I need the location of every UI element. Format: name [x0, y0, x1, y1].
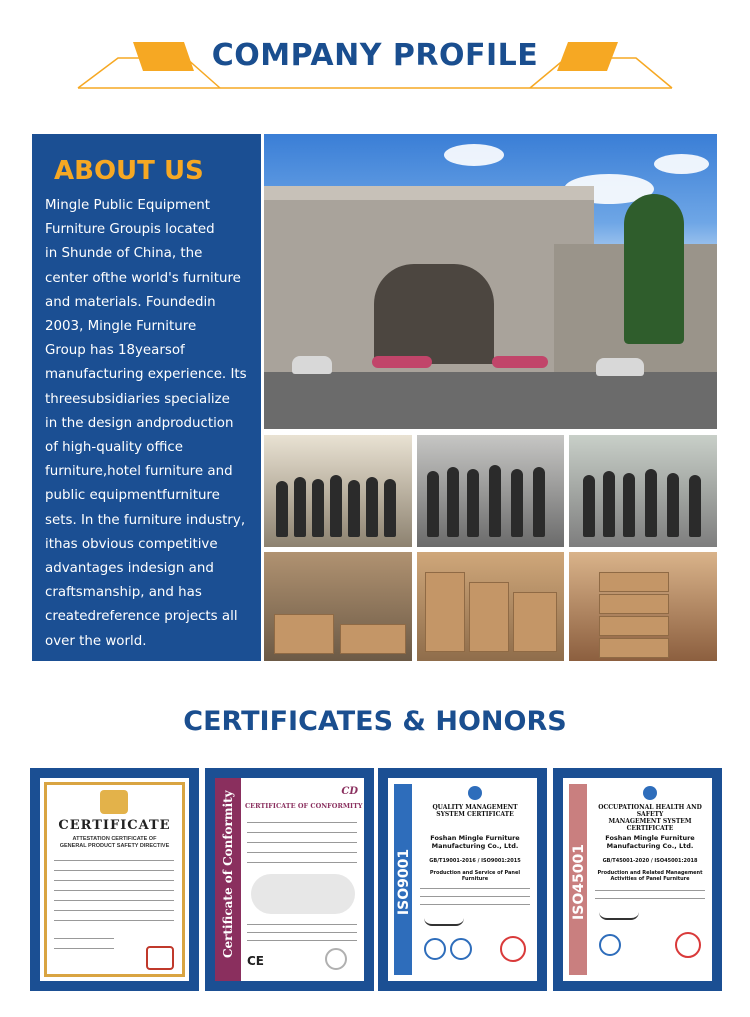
about-us-title: ABOUT US [54, 156, 204, 186]
certificate-company-line: Manufacturing Co., Ltd. [606, 842, 694, 850]
warehouse-photo-1 [417, 552, 564, 661]
signature-mark [424, 918, 464, 926]
certificate-side-band [215, 778, 241, 981]
company-profile-header [0, 0, 750, 100]
about-line: craftsmanship, and has [45, 585, 202, 601]
person-shape [689, 475, 701, 537]
workshop-photo-1 [264, 552, 412, 661]
person-shape [489, 465, 501, 537]
flower-bed [372, 356, 432, 368]
person-shape [294, 477, 306, 537]
text-line [247, 862, 357, 863]
certificate-card-1 [30, 768, 199, 991]
certificate-scope: Production and Related Management Activities of Panel Furniture [597, 870, 703, 882]
certificate-standard: GB/T45001-2020 / ISO45001:2018 [602, 858, 698, 864]
text-line [595, 898, 705, 899]
road-shape [264, 372, 717, 429]
cdt-seal [325, 948, 347, 970]
certificate-heading-line: QUALITY MANAGEMENT [432, 804, 518, 811]
certificate-card-4 [553, 768, 722, 991]
iaf-seal [424, 938, 446, 960]
certificate-standard: GB/T19001-2016 / ISO9001:2015 [429, 858, 521, 864]
person-shape [447, 467, 459, 537]
person-shape [330, 475, 342, 537]
text-line [247, 842, 357, 843]
glass-facade [374, 264, 494, 364]
certifier-logo [468, 786, 482, 800]
certificate-paper [388, 778, 537, 981]
about-line: Group has 18yearsof [45, 343, 185, 359]
lumber-stack [340, 624, 406, 654]
about-line: public equipmentfurniture [45, 488, 220, 504]
person-shape [427, 471, 439, 537]
team-photo-3 [569, 435, 717, 547]
text-line [247, 932, 357, 933]
about-line: Mingle Public Equipment [45, 198, 211, 213]
certificate-stripe-text: ISO45001 [571, 844, 587, 920]
text-line [247, 822, 357, 823]
person-shape [384, 479, 396, 537]
about-line: Furniture Groupis located [45, 222, 215, 238]
about-line: ithas obvious competitive [45, 536, 218, 552]
text-line [54, 880, 174, 881]
carton-box [469, 582, 509, 652]
flower-bed [492, 356, 548, 368]
certificate-heading [416, 804, 534, 818]
text-line [54, 900, 174, 901]
person-shape [312, 479, 324, 537]
certificate-paper [215, 778, 364, 981]
certificate-stripe [394, 784, 412, 975]
person-shape [603, 471, 615, 537]
ce-mark: CE [247, 954, 265, 968]
about-line: furniture,hotel furniture and [45, 464, 233, 480]
tree-shape [624, 194, 684, 344]
udem-seal [146, 946, 174, 970]
cloud-shape [654, 154, 709, 174]
carton-box [599, 638, 669, 658]
certificate-side-text: Certificate of Conformity [221, 790, 235, 958]
person-shape [348, 480, 360, 537]
carton-box [513, 592, 557, 652]
certificate-heading-line: OCCUPATIONAL HEALTH AND SAFETY [598, 804, 702, 818]
person-shape [623, 473, 635, 537]
text-line [54, 948, 114, 949]
text-line [54, 890, 174, 891]
about-line: center ofthe world's furniture [45, 270, 241, 286]
about-line: advantages indesign and [45, 561, 214, 577]
certificate-company-line: Manufacturing Co., Ltd. [431, 842, 519, 850]
certificate-heading-line: MANAGEMENT SYSTEM CERTIFICATE [608, 818, 692, 832]
text-line [54, 938, 114, 939]
carton-box [425, 572, 465, 652]
about-line: sets. In the furniture industry, [45, 512, 246, 528]
carton-box [599, 594, 669, 614]
text-line [420, 888, 530, 889]
about-us-text [45, 194, 255, 654]
certificate-heading-line: SYSTEM CERTIFICATE [436, 811, 514, 818]
certificate-stripe [569, 784, 587, 975]
about-line: and materials. Foundedin [45, 294, 216, 310]
world-map-watermark [251, 874, 355, 914]
about-line: threesubsidiaries specialize [45, 391, 230, 407]
factory-building-photo [264, 134, 717, 429]
team-photo-2 [417, 435, 564, 547]
certificate-logo: CD [341, 786, 358, 797]
person-shape [583, 475, 595, 537]
person-shape [467, 469, 479, 537]
certificate-company [416, 834, 534, 850]
red-stamp [675, 932, 701, 958]
text-line [247, 832, 357, 833]
certificate-subheading-line: GENERAL PRODUCT SAFETY DIRECTIVE [59, 843, 170, 849]
cnas-seal [450, 938, 472, 960]
person-shape [533, 467, 545, 537]
person-shape [667, 473, 679, 537]
building-roof [264, 186, 594, 200]
about-line: of high-quality office [45, 440, 183, 456]
text-line [247, 852, 357, 853]
carton-box [599, 572, 669, 592]
car-shape [596, 358, 644, 376]
about-us-panel [32, 134, 261, 661]
certificate-heading: CERTIFICATE OF CONFORMITY [245, 802, 363, 810]
about-line: manufacturing experience. Its [45, 367, 247, 383]
signature-mark [599, 912, 639, 920]
certificate-stripe-text: ISO9001 [396, 848, 412, 916]
carton-box [599, 616, 669, 636]
certificate-card-3 [378, 768, 547, 991]
certificate-heading [591, 804, 709, 832]
about-line: in Shunde of China, the [45, 246, 203, 262]
text-line [54, 920, 174, 921]
certificates-title: CERTIFICATES & HONORS [183, 706, 567, 737]
text-line [595, 890, 705, 891]
text-line [54, 910, 174, 911]
car-shape [292, 356, 332, 374]
about-line: over the world. [45, 633, 147, 649]
certificate-scope: Production and Service of Panel Furniture [429, 870, 521, 882]
team-photo-1 [264, 435, 412, 547]
about-line: createdreference projects all [45, 609, 238, 625]
certificate-heading: CERTIFICATE [58, 818, 171, 833]
cloud-shape [444, 144, 504, 166]
text-line [54, 860, 174, 861]
warehouse-photo-2 [569, 552, 717, 661]
certificate-paper [563, 778, 712, 981]
lumber-stack [274, 614, 334, 654]
udem-logo [100, 790, 128, 814]
text-line [247, 940, 357, 941]
cnas-seal [599, 934, 621, 956]
certificate-card-2 [205, 768, 374, 991]
text-line [420, 904, 530, 905]
certificate-company-line: Foshan Mingle Furniture [605, 834, 695, 842]
certificate-subheading-line: ATTESTATION CERTIFICATE OF [72, 836, 157, 842]
person-shape [276, 481, 288, 537]
text-line [420, 896, 530, 897]
text-line [247, 924, 357, 925]
person-shape [366, 477, 378, 537]
certifier-logo [643, 786, 657, 800]
certificate-company [591, 834, 709, 850]
red-stamp [500, 936, 526, 962]
certificate-paper [40, 778, 189, 981]
page-title: COMPANY PROFILE [211, 38, 539, 73]
about-line: in the design andproduction [45, 415, 234, 431]
about-line: 2003, Mingle Furniture [45, 319, 197, 335]
person-shape [511, 469, 523, 537]
certificate-company-line: Foshan Mingle Furniture [430, 834, 520, 842]
certificate-subheading [40, 836, 189, 850]
person-shape [645, 469, 657, 537]
text-line [54, 870, 174, 871]
